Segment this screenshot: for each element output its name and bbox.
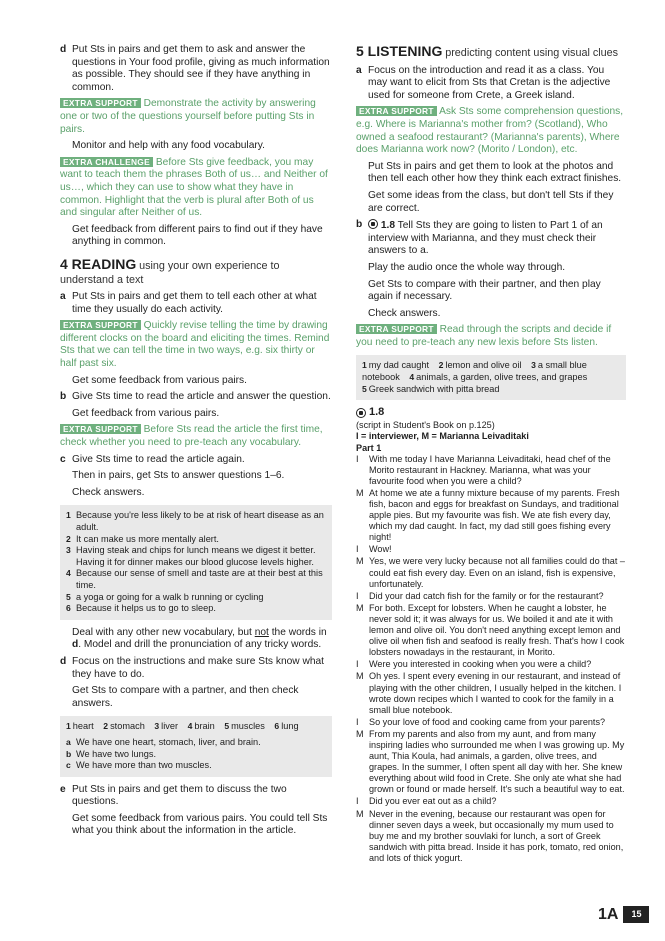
line-text: Did your dad catch fish for the family or for the restaurant? — [369, 590, 604, 601]
speaker-label: I — [356, 590, 359, 601]
step-letter: d — [60, 44, 67, 55]
speaker-label: I — [356, 796, 359, 807]
section-title: 5 LISTENING — [356, 43, 443, 59]
script-part: Part 1 — [356, 442, 382, 453]
speaker-label: M — [356, 602, 364, 613]
step-text: Put Sts in pairs and get them to ask and answer the questions in Your food profile, giving as much information as possible. They should see if they have anything in common. — [72, 44, 330, 93]
step-text: Focus on the introduction and read it as a class. You may want to elicit from Sts that Cretan is the adjective used for someone from Crete, a Greek island. — [368, 64, 611, 101]
script-header — [356, 407, 626, 418]
extra-support-tag: EXTRA SUPPORT — [60, 98, 141, 108]
extra-support-text: Ask Sts some comprehension questions, e.g. Where is Marianna's mother from? (Scotland), Who owned a seafood restaurant? (Marianna's parents), Where does Marianna work now? (Morito / London), etc. — [356, 106, 624, 156]
script-line — [356, 544, 626, 555]
section-subtitle: predicting content using visual clues — [445, 47, 619, 59]
speaker-label: M — [356, 556, 364, 567]
speaker-label: M — [356, 671, 364, 682]
paragraph: Get Sts to compare with a partner, and then check answers. — [72, 685, 299, 709]
script-number: 1.8 — [369, 406, 385, 419]
page-number: 15 — [623, 906, 649, 923]
step-letter: a — [60, 291, 66, 303]
paragraph: Get some feedback from various pairs. — [72, 374, 247, 386]
extra-support-text: Demonstrate the activity by answering one or two of the questions yourself before putting Sts in pairs. — [60, 98, 316, 135]
script-line — [356, 556, 626, 589]
line-text: Oh yes. I spent every evening in our restaurant, and instead of playing with the other children, I usually helped in the kitchen. I wrote down recipes which I wanted to cook for the family in a small blue notebook. — [369, 671, 622, 715]
paragraph: Check answers. — [368, 307, 441, 319]
step-text: Give Sts time to read the article and answer the question. — [72, 391, 331, 403]
speaker-label: I — [356, 716, 359, 727]
extra-support-note — [356, 324, 626, 349]
section-title: 4 READING — [60, 255, 137, 272]
step-text: Focus on the instructions and make sure Sts know what they have to do. — [72, 655, 324, 680]
line-text: So your love of food and cooking came from your parents? — [369, 716, 606, 727]
unit-label: 1A — [598, 906, 619, 923]
answer-row: 5 a yoga or going for a walk b running or cycling — [66, 591, 264, 602]
section-subtitle: using your own experience to understand a text — [60, 259, 280, 286]
script-line — [356, 603, 626, 658]
answer-box-reading-d — [60, 716, 332, 776]
speaker-label: I — [356, 659, 359, 670]
extra-challenge-tag: EXTRA CHALLENGE — [60, 157, 153, 167]
paragraph: Check answers. — [72, 486, 145, 498]
audio-icon — [368, 219, 378, 229]
line-text: Wow! — [369, 544, 392, 555]
step-e — [60, 784, 332, 809]
line-text: From my parents and also from my aunt, and from many inspiring ladies who surrounded me when I was growing up. My aunt, Thia Koula, had animals, a garden, olive trees, and grapes. In the summer, I often spent all day with her. She knew everything about wild food in Crete. She only ate what she had grown or found or made herself. It's such a beautiful way to eat. — [369, 728, 625, 795]
answer-words: 1 heart 2 stomach 3 liver 4 brain 5 muscles 6 lung — [66, 721, 299, 732]
paragraph: Get feedback from different pairs to find out if they have anything in common. — [72, 223, 323, 248]
line-text: Did you ever eat out as a child? — [369, 796, 497, 807]
line-text: Yes, we were very lucky because not all families could do that – could eat fish every day. Even on an island, fish is expensive, unfortunately. — [369, 556, 625, 589]
paragraph: Monitor and help with any food vocabulary. — [72, 140, 265, 152]
extra-support-note — [60, 320, 332, 370]
answer-row: 3 Having steak and chips for lunch means we digest it better. Having it for dinner makes our blood glucose levels higher. — [66, 545, 316, 567]
script-line — [356, 454, 626, 487]
paragraph: Then in pairs, get Sts to answer questions 1–6. — [72, 470, 285, 482]
step-text: 1.8 Tell Sts they are going to listen to Part 1 of an interview with Marianna, and they must check their answers to a. — [368, 220, 603, 257]
extra-support-tag: EXTRA SUPPORT — [356, 106, 437, 116]
extra-support-tag: EXTRA SUPPORT — [60, 424, 141, 434]
paragraph: Get some feedback from various pairs. You could tell Sts what you think about the information in the article. — [72, 812, 328, 837]
answer-row: a We have one heart, stomach, liver, and brain. — [66, 736, 261, 747]
step-text: Put Sts in pairs and get them to discuss the two questions. — [72, 783, 287, 808]
answer-row: 1 my dad caught 2 lemon and olive oil 3 a small blue — [362, 360, 587, 371]
paragraph: Put Sts in pairs and get them to look at the photos and then tell each other how they think each extract finishes. — [368, 160, 622, 185]
line-text: For both. Except for lobsters. When he caught a lobster, he never sold it; it was always for us. We boiled it and ate it with lemon and olive oil. You don't need anything except lemon and olive oil when fish and seafood is really fresh. That's how I cook lobsters nowadays in the restaurant, in Morito. — [369, 602, 625, 658]
step-b — [60, 391, 332, 404]
left-column — [60, 44, 332, 842]
step-d — [60, 44, 332, 94]
speaker-label: I — [356, 544, 359, 555]
step-c — [60, 454, 332, 467]
step-letter: e — [60, 783, 66, 795]
script-line — [356, 591, 626, 602]
section-heading-reading — [60, 257, 332, 287]
script-line — [356, 488, 626, 543]
step-letter: d — [60, 655, 67, 667]
line-text: Were you interested in cooking when you were a child? — [369, 659, 592, 670]
paragraph: Get Sts to compare with their partner, and then play again if necessary. — [368, 278, 601, 303]
answer-row: notebook 4 animals, a garden, olive trees, and grapes — [362, 372, 588, 383]
paragraph: Get feedback from various pairs. — [72, 407, 220, 419]
right-column — [356, 44, 626, 865]
extra-support-tag: EXTRA SUPPORT — [60, 320, 141, 330]
speaker-key: I = interviewer, M = Marianna Leivaditaki — [356, 431, 529, 442]
answer-row: b We have two lungs. — [66, 748, 157, 759]
answer-row: 4 Because our sense of smell and taste are at their best at this time. — [66, 568, 323, 590]
paragraph: Play the audio once the whole way through. — [368, 261, 566, 273]
section-heading-listening — [356, 44, 626, 61]
paragraph: Deal with any other new vocabulary, but not the words in d. Model and drill the pronunciation of any tricky words. — [72, 626, 327, 651]
extra-support-text: Read through the scripts and decide if you need to pre-teach any new lexis before Sts listen. — [356, 324, 612, 348]
script-line — [356, 809, 626, 864]
extra-support-note — [60, 424, 332, 449]
line-text: Never in the evening, because our restaurant was open for dinner seven days a week, but occasionally my mum used to buy me and my brother souvlaki for lunch, a sort of Greek sandwich with pitta bread. Inside it has pork, tomato, red onion, and lots of thick yogurt. — [369, 808, 624, 863]
step-a — [356, 65, 626, 103]
speaker-label: M — [356, 728, 364, 739]
script-reference: (script in Student's Book on p.125) — [356, 420, 495, 431]
answer-box-reading-c — [60, 505, 332, 619]
audio-script — [356, 407, 626, 864]
step-text: Put Sts in pairs and get them to tell each other at what time they usually do each activity. — [72, 291, 317, 315]
extra-support-note — [356, 106, 626, 156]
extra-challenge-note — [60, 157, 332, 220]
extra-support-tag: EXTRA SUPPORT — [356, 324, 437, 334]
extra-challenge-text: Before Sts give feedback, you may want to teach them the phrases Both of us… and Neither of us…, which they can use to show what they have in common. Highlight that the verb is plural after Both of us and singular after Neither of us. — [60, 156, 328, 219]
speaker-label: M — [356, 808, 364, 819]
script-line — [356, 796, 626, 807]
script-line — [356, 729, 626, 796]
speaker-label: M — [356, 487, 364, 498]
step-letter: b — [60, 391, 67, 403]
step-letter: b — [356, 219, 363, 231]
page-footer — [598, 906, 649, 923]
audio-track-number: 1.8 — [380, 220, 396, 232]
paragraph: Get some ideas from the class, but don't tell Sts if they are correct. — [368, 189, 614, 214]
audio-icon — [356, 408, 366, 418]
step-text: Give Sts time to read the article again. — [72, 453, 245, 465]
extra-support-text: Quickly revise telling the time by drawing different clocks on the board and eliciting the times. Remind Sts that we can tell the time in two ways, e.g. six thirty or half past six. — [60, 320, 330, 370]
step-d — [60, 656, 332, 681]
extra-support-text: Before Sts read the article the first time, check whether you need to pre-teach any vocabulary. — [60, 424, 323, 449]
script-line — [356, 717, 626, 728]
line-text: With me today I have Marianna Leivaditaki, head chef of the Morito restaurant in Hackney. Marianna, what was your favourite food when you were a child? — [369, 453, 611, 486]
extra-support-note — [60, 98, 332, 136]
answer-row: 2 It can make us more mentally alert. — [66, 533, 219, 544]
answer-row: 6 Because it helps us to go to sleep. — [66, 603, 216, 614]
step-a — [60, 291, 332, 316]
line-text: At home we ate a funny mixture because of my parents. Fresh fish, bacon and eggs for breakfast on Sundays, and traditional apple pies. But my favourite was fish. We ate fish every day, which my dad caught. In fact, my dad still goes fishing every night! — [369, 487, 620, 543]
answer-row: 1 Because you're less likely to be at risk of heart disease as an adult. — [66, 510, 324, 532]
step-b — [356, 219, 626, 258]
script-line — [356, 659, 626, 670]
step-letter: a — [356, 64, 362, 76]
speaker-label: I — [356, 453, 359, 464]
script-lines — [356, 454, 626, 864]
step-letter: c — [60, 453, 66, 465]
answer-box-listening — [356, 355, 626, 400]
script-line — [356, 671, 626, 715]
answer-row: c We have more than two muscles. — [66, 760, 212, 771]
answer-row: 5 Greek sandwich with pitta bread — [362, 383, 500, 394]
